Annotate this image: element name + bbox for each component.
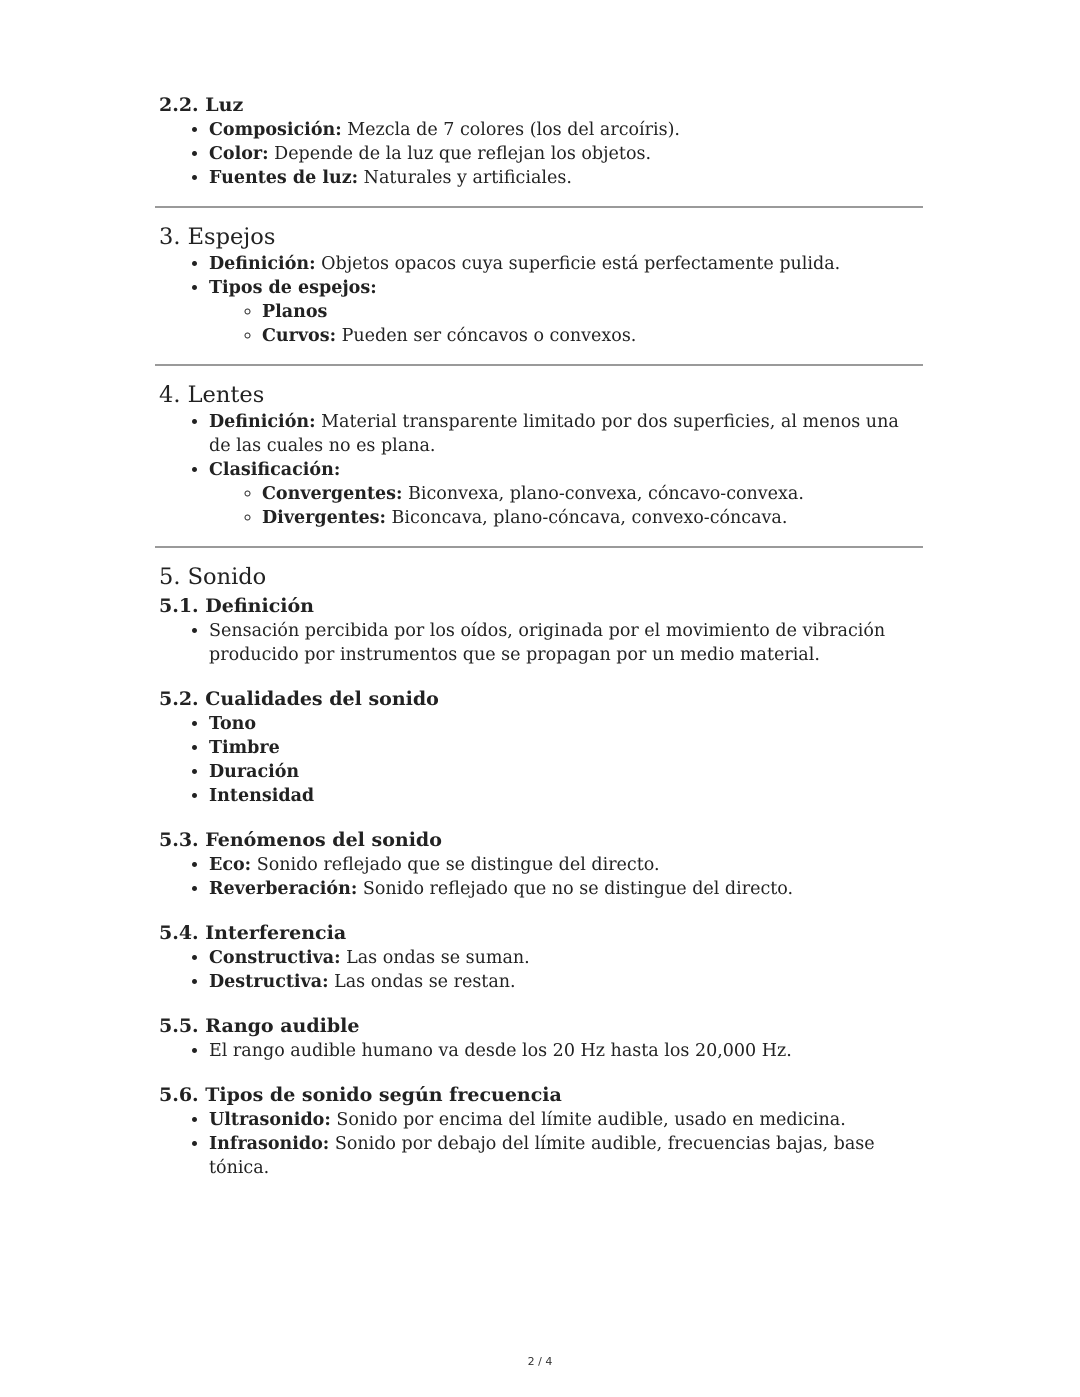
list-item: • Definición: Objetos opacos cuya superficie está perfectamente pulida. [209,252,923,276]
lentes-list [159,410,923,530]
lentes-clasificacion-list [209,482,923,530]
list-item: • Intensidad [209,784,923,808]
page-number: 2 / 4 [527,1355,553,1368]
subsection-heading-fenomenos: 5.3. Fenómenos del sonido [159,829,442,851]
list-item: • El rango audible humano va desde los 20 Hz hasta los 20,000 Hz. [209,1039,923,1063]
section-heading-espejos: 3. Espejos [159,224,276,250]
subsection-heading-cualidades: 5.2. Cualidades del sonido [159,688,439,710]
list-item: • Tono [209,712,923,736]
list-item: ◦ Divergentes: Biconcava, plano-cóncava, convexo-cóncava. [262,506,923,530]
luz-list [159,118,923,190]
sonido-definicion-list [159,619,923,667]
sonido-interferencia-list [159,946,923,994]
list-item: • Timbre [209,736,923,760]
section-heading-luz: 2.2. Luz [159,94,244,116]
list-item: • Ultrasonido: Sonido por encima del límite audible, usado en medicina. [209,1108,923,1132]
espejos-list [159,252,923,348]
sonido-rango-list [159,1039,923,1063]
list-item: • Infrasonido: Sonido por debajo del límite audible, frecuencias bajas, base tónica. [209,1132,923,1180]
list-item: • Eco: Sonido reflejado que se distingue del directo. [209,853,923,877]
subsection-heading-interferencia: 5.4. Interferencia [159,922,347,944]
section-heading-sonido: 5. Sonido [159,564,267,590]
divider [155,364,923,366]
subsection-heading-rango: 5.5. Rango audible [159,1015,360,1037]
list-item: ◦ Curvos: Pueden ser cóncavos o convexos. [262,324,923,348]
espejos-tipos-list [209,300,923,348]
list-item: ◦ Planos [262,300,923,324]
subsection-heading-tipos: 5.6. Tipos de sonido según frecuencia [159,1084,562,1106]
list-item: • Fuentes de luz: Naturales y artificiales. [209,166,923,190]
subsection-heading-definicion: 5.1. Definición [159,595,314,617]
list-item: • Tipos de espejos: ◦ Planos ◦ Curvos: Pueden ser cóncavos o convexos. [209,276,923,348]
sonido-fenomenos-list [159,853,923,901]
divider [155,546,923,548]
list-item: • Constructiva: Las ondas se suman. [209,946,923,970]
sonido-tipos-list [159,1108,923,1180]
list-item: • Sensación percibida por los oídos, originada por el movimiento de vibración producido por instrumentos que se propagan por un medio material. [209,619,923,667]
list-item: • Definición: Material transparente limitado por dos superficies, al menos una de las cuales no es plana. [209,410,923,458]
divider [155,206,923,208]
list-item: • Reverberación: Sonido reflejado que no se distingue del directo. [209,877,923,901]
section-heading-lentes: 4. Lentes [159,382,265,408]
page-content [159,92,923,1180]
list-item: • Duración [209,760,923,784]
list-item: • Color: Depende de la luz que reflejan los objetos. [209,142,923,166]
list-item: • Destructiva: Las ondas se restan. [209,970,923,994]
sonido-cualidades-list [159,712,923,808]
list-item: • Clasificación: ◦ Convergentes: Biconvexa, plano-convexa, cóncavo-convexa. ◦ Divergentes: Biconcava, plano-cóncava, convexo-cóncava. [209,458,923,530]
list-item: ◦ Convergentes: Biconvexa, plano-convexa, cóncavo-convexa. [262,482,923,506]
list-item: • Composición: Mezcla de 7 colores (los del arcoíris). [209,118,923,142]
